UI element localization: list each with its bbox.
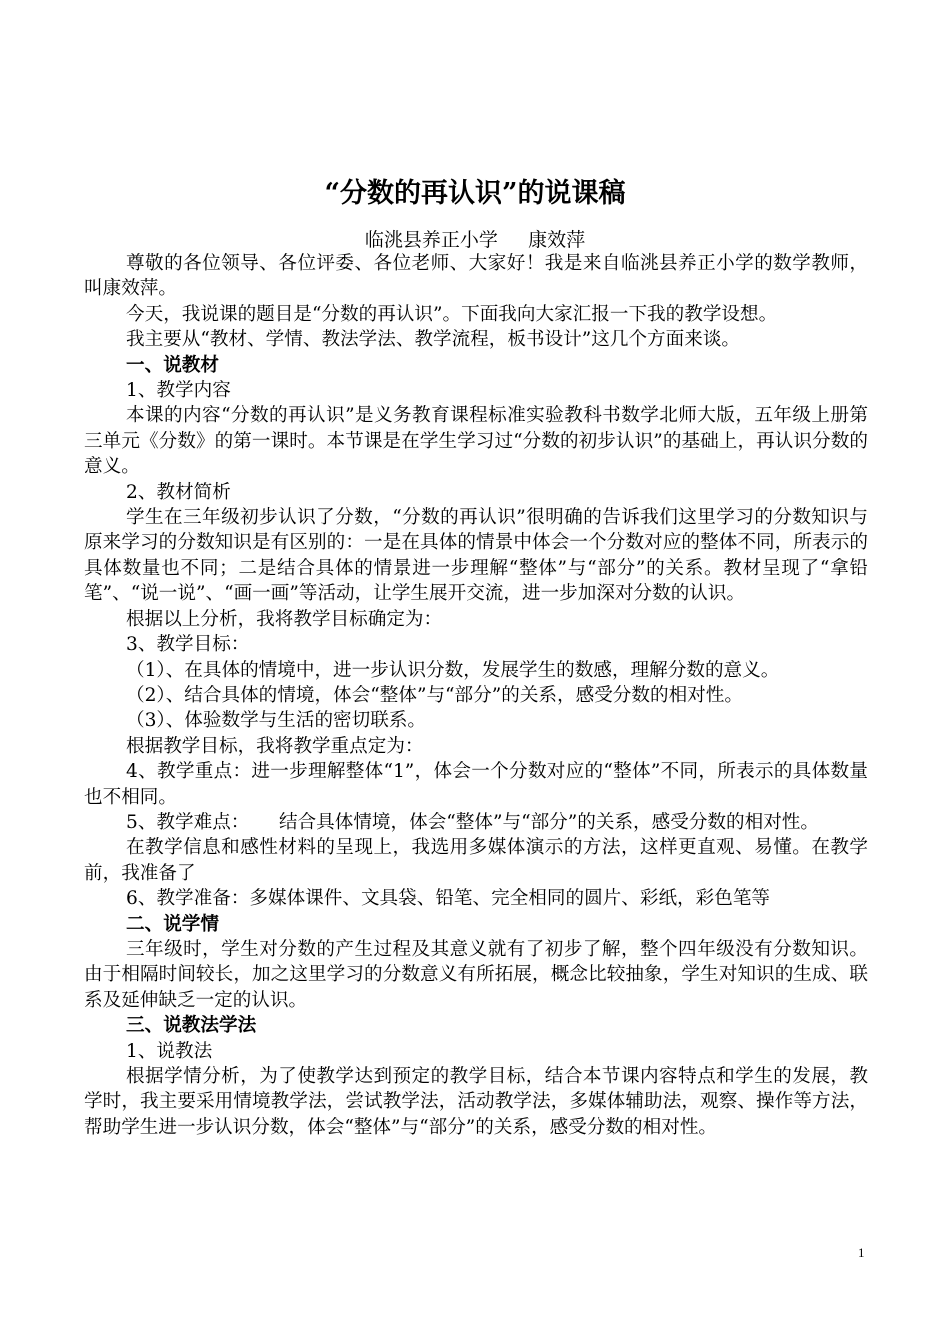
list-item: （3）、体验数学与生活的密切联系。 [126,710,427,732]
list-item: （2）、结合具体的情境，体会“整体”与“部分”的关系，感受分数的相对性。 [126,684,743,706]
subheading: 3、教学目标： [126,634,250,656]
subheading: 2、教材简析 [126,481,231,503]
section-heading: 一、说教材 [126,354,219,376]
document-title: “分数的再认识”的说课稿 [324,178,626,209]
list-item: （1）、在具体的情境中，进一步认识分数，发展学生的数感，理解分数的意义。 [126,659,780,681]
section-heading: 二、说学情 [126,913,219,935]
paragraph: 今天，我说课的题目是“分数的再认识”。下面我向大家汇报一下我的教学设想。 [126,303,778,325]
author-line: 临洮县养正小学 康效萍 [364,229,586,251]
paragraph: 根据以上分析，我将教学目标确定为： [126,608,443,630]
paragraph: 根据学情分析，为了使教学达到预定的教学目标，结合本节课内容特点和学生的发展，教学时，我主要采用情境教学法，尝试教学法，活动教学法，多媒体辅助法，观察、操作等方法，帮助学生进一步认识分数，体会“整体”与“部分”的关系，感受分数的相对性。 [84,1066,868,1138]
paragraph: 6、教学准备：多媒体课件、文具袋、铅笔、完全相同的圆片、彩纸，彩色笔等 [126,888,771,910]
paragraph: 5、教学难点： 结合具体情境，体会“整体”与“部分”的关系，感受分数的相对性。 [126,811,820,833]
paragraph: 4、教学重点：进一步理解整体“1”，体会一个分数对应的“整体”不同，所表示的具体数量也不相同。 [84,761,868,808]
paragraph: 三年级时，学生对分数的产生过程及其意义就有了初步了解，整个四年级没有分数知识。由于相隔时间较长，加之这里学习的分数意义有所拓展，概念比较抽象，学生对知识的生成、联系及延伸缺乏一定的认识。 [84,938,868,1011]
paragraph: 在教学信息和感性材料的呈现上，我选用多媒体演示的方法，这样更直观、易懂。在教学前，我准备了 [84,837,868,884]
paragraph: 尊敬的各位领导、各位评委、各位老师、大家好！我是来自临洮县养正小学的数学教师，叫康效萍。 [84,253,868,300]
paragraph: 本课的内容“分数的再认识”是义务教育课程标准实验教科书数学北师大版，五年级上册第三单元《分数》的第一课时。本节课是在学生学习过“分数的初步认识”的基础上，再认识分数的意义。 [84,405,868,478]
paragraph: 学生在三年级初步认识了分数，“分数的再认识”很明确的告诉我们这里学习的分数知识与原来学习的分数知识是有区别的：一是在具体的情景中体会一个分数对应的整体不同，所表示的具体数量也不同；二是结合具体的情景进一步理解“整体”与“部分”的关系。教材呈现了“拿铅笔”、“说一说”、“画一画”等活动，让学生展开交流，进一步加深对分数的认识。 [84,507,868,605]
page-number: 1 [858,1245,865,1260]
paragraph: 我主要从“教材、学情、教法学法、教学流程，板书设计”这几个方面来谈。 [126,329,741,351]
document-body [84,251,868,1140]
section-heading: 三、说教法学法 [126,1015,257,1037]
subheading: 1、教学内容 [126,380,231,402]
paragraph: 根据教学目标，我将教学重点定为： [126,735,424,757]
subheading: 1、说教法 [126,1040,213,1062]
